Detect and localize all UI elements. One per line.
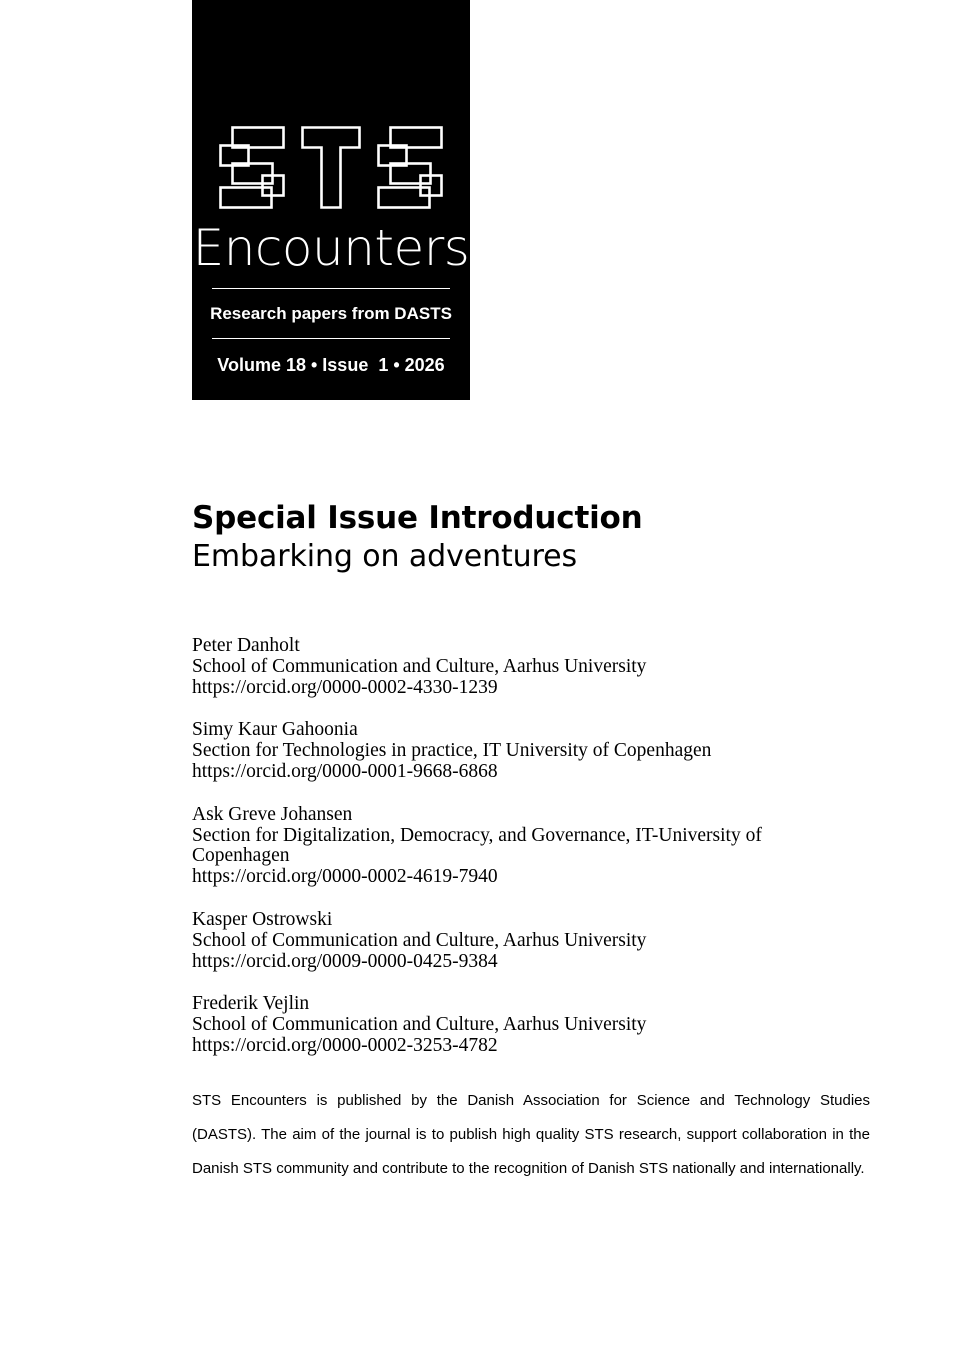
author-affiliation: Section for Digitalization, Democracy, and Governance, IT-University of Copenhagen xyxy=(192,824,762,867)
author-entry xyxy=(192,805,842,888)
logo-letter-t xyxy=(300,125,362,210)
journal-issue-line: Volume 18 • Issue 1 • 2026 xyxy=(217,355,445,375)
journal-wordmark: Encounters xyxy=(192,219,470,277)
author-entry xyxy=(192,910,842,972)
author-affiliation: School of Communication and Culture, Aarhus University xyxy=(192,929,647,951)
author-affiliation: School of Communication and Culture, Aarhus University xyxy=(192,655,647,677)
author-name: Simy Kaur Gahoonia xyxy=(192,719,358,741)
page-title: Special Issue Introduction xyxy=(192,500,643,536)
author-list xyxy=(192,636,842,1057)
publisher-note: STS Encounters is published by the Danish Association for Science and Technology Studies (DASTS). The aim of the journal is to publish high quality STS research, support collaboration in the Danish STS community and contribute to the recognition of Danish STS nationally and internationally. xyxy=(192,1092,870,1177)
author-name: Kasper Ostrowski xyxy=(192,908,333,930)
author-entry xyxy=(192,636,842,698)
sts-logomark xyxy=(192,125,470,210)
author-entry xyxy=(192,720,842,782)
author-name: Peter Danholt xyxy=(192,635,300,656)
logo-divider-bottom xyxy=(212,338,450,339)
author-orcid-link[interactable]: https://orcid.org/0000-0001-9668-6868 xyxy=(192,760,498,782)
author-orcid-link[interactable]: https://orcid.org/0009-0000-0425-9384 xyxy=(192,950,498,972)
author-affiliation: School of Communication and Culture, Aarhus University xyxy=(192,1014,647,1036)
page-subtitle: Embarking on adventures xyxy=(192,539,578,574)
title-area xyxy=(192,498,892,576)
journal-tagline: Research papers from DASTS xyxy=(210,304,452,323)
author-name: Ask Greve Johansen xyxy=(192,803,353,825)
logo-letter-s-left xyxy=(218,125,286,210)
author-orcid-link[interactable]: https://orcid.org/0000-0002-4330-1239 xyxy=(192,676,498,698)
logo-divider-top xyxy=(212,288,450,289)
author-affiliation: Section for Technologies in practice, IT University of Copenhagen xyxy=(192,740,712,762)
logo-letter-s-right xyxy=(376,125,444,210)
author-name: Frederik Vejlin xyxy=(192,993,310,1015)
journal-logo-block xyxy=(192,0,470,400)
author-entry xyxy=(192,994,842,1056)
author-orcid-link[interactable]: https://orcid.org/0000-0002-4619-7940 xyxy=(192,866,498,888)
author-orcid-link[interactable]: https://orcid.org/0000-0002-3253-4782 xyxy=(192,1034,498,1056)
